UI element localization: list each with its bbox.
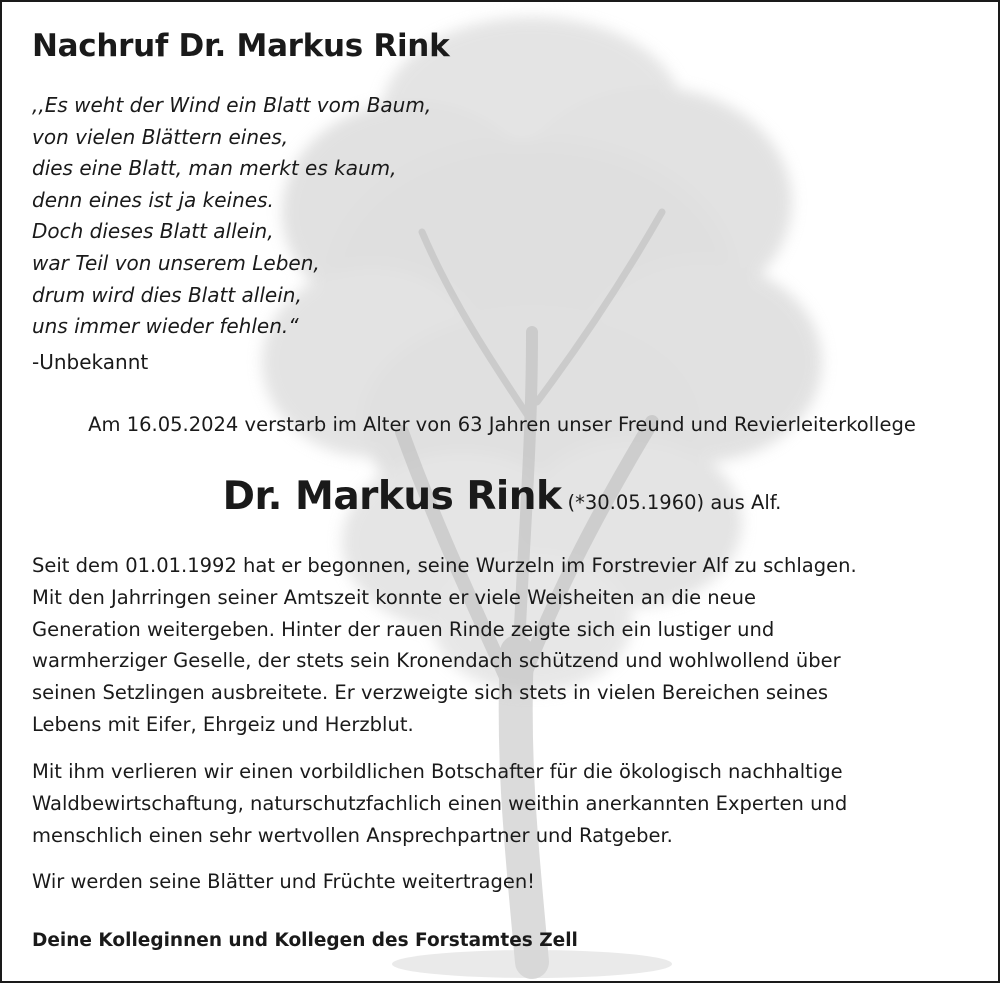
paragraph-line: Lebens mit Eifer, Ehrgeiz und Herzblut. [32, 712, 414, 736]
obituary-heading: Nachruf Dr. Markus Rink [32, 28, 450, 64]
paragraph-line: seinen Setzlingen ausbreitete. Er verzweigte sich stets in vielen Bereichen seines [32, 681, 828, 705]
paragraph-line: Mit den Jahrringen seiner Amtszeit konnte er viele Weisheiten an die neue [32, 585, 757, 609]
tribute-paragraph [32, 550, 982, 741]
poem-line: von vielen Blättern eines, [32, 124, 289, 149]
poem-author: -Unbekannt [32, 350, 149, 374]
signature: Deine Kolleginnen und Kollegen des Forstamtes Zell [32, 930, 578, 951]
paragraph-line: warmherziger Geselle, der stets sein Kronendach schützend und wohlwollend über [32, 649, 841, 673]
poem-line: war Teil von unserem Leben, [32, 250, 320, 275]
poem-line: denn eines ist ja keines. [32, 187, 274, 212]
paragraph-line: Wir werden seine Blätter und Früchte weitertragen! [32, 870, 535, 893]
tribute-paragraph [32, 756, 982, 851]
paragraph-line: Waldbewirtschaftung, naturschutzfachlich einen weithin anerkannten Experten und [32, 791, 848, 815]
death-announcement: Am 16.05.2024 verstarb im Alter von 63 Jahren unser Freund und Revierleiterkollege [88, 413, 916, 436]
paragraph-line: Mit ihm verlieren wir einen vorbildlichen Botschafter für die ökologisch nachhaltige [32, 760, 843, 783]
poem-line: ,,Es weht der Wind ein Blatt vom Baum, [32, 93, 432, 117]
paragraph-line: Seit dem 01.01.1992 hat er begonnen, seine Wurzeln im Forstrevier Alf zu schlagen. [32, 554, 857, 577]
tribute-paragraph [32, 866, 982, 898]
poem [32, 90, 431, 343]
deceased-name-row [2, 474, 1000, 519]
poem-line: dies eine Blatt, man merkt es kaum, [32, 156, 397, 181]
deceased-birth-and-origin: (*30.05.1960) aus Alf. [567, 491, 782, 514]
poem-line: drum wird dies Blatt allein, [32, 282, 302, 307]
paragraph-line: menschlich einen sehr wertvollen Ansprechpartner und Ratgeber. [32, 823, 673, 847]
poem-line: uns immer wieder fehlen.“ [32, 314, 299, 339]
paragraph-line: Generation weitergeben. Hinter der rauen Rinde zeigte sich ein lustiger und [32, 617, 775, 641]
poem-line: Doch dieses Blatt allein, [32, 219, 274, 244]
deceased-name: Dr. Markus Rink [222, 474, 562, 519]
